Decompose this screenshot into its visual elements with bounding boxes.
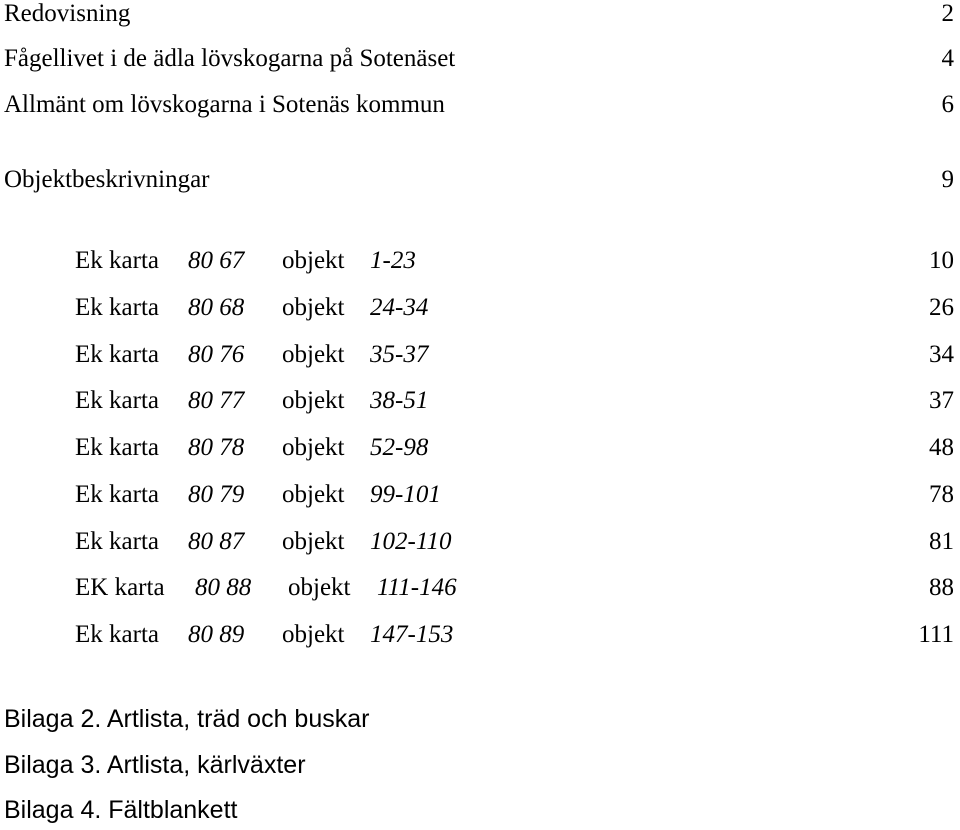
appendix-bilaga-2: Bilaga 2. Artlista, träd och buskar <box>4 705 370 733</box>
toc-entry-page: 111 <box>918 621 954 648</box>
toc-entry-title: Fågellivet i de ädla lövskogarna på Sotenäset <box>4 45 456 72</box>
map-prefix: Ek karta <box>75 387 159 414</box>
object-range: 38-51 <box>370 387 429 414</box>
toc-entry-redovisning <box>4 0 954 31</box>
toc-entry-title: Redovisning <box>4 0 131 27</box>
object-range: 24-34 <box>370 294 429 321</box>
map-prefix: Ek karta <box>75 621 159 648</box>
toc-map-row <box>75 338 954 372</box>
toc-entry-page: 10 <box>929 247 954 274</box>
object-label: objekt <box>282 341 345 368</box>
toc-entry-title: Allmänt om lövskogarna i Sotenäs kommun <box>4 91 445 118</box>
object-range: 1-23 <box>370 247 416 274</box>
object-range: 102-110 <box>370 528 452 555</box>
toc-entry-page: 88 <box>929 574 954 601</box>
toc-map-row <box>75 478 954 512</box>
map-number: 80 88 <box>195 574 252 601</box>
object-label: objekt <box>282 481 345 508</box>
toc-entry-page: 37 <box>929 387 954 414</box>
map-number: 80 87 <box>188 528 245 555</box>
object-label: objekt <box>282 434 345 461</box>
toc-map-row <box>75 525 954 559</box>
toc-entry-page: 48 <box>929 434 954 461</box>
toc-entry-title: Objektbeskrivningar <box>4 166 210 193</box>
toc-entry-page: 2 <box>941 0 954 27</box>
map-number: 80 79 <box>188 481 245 508</box>
toc-map-row <box>75 384 954 418</box>
toc-entry-page: 4 <box>941 45 954 72</box>
toc-map-row <box>75 571 954 605</box>
object-range: 99-101 <box>370 481 441 508</box>
map-prefix: Ek karta <box>75 341 159 368</box>
map-prefix: EK karta <box>75 574 165 601</box>
toc-map-row <box>75 431 954 465</box>
object-label: objekt <box>282 528 345 555</box>
object-range: 111-146 <box>377 574 457 601</box>
map-number: 80 77 <box>188 387 245 414</box>
appendix-bilaga-4: Bilaga 4. Fältblankett <box>4 796 238 824</box>
object-label: objekt <box>288 574 351 601</box>
toc-entry-page: 6 <box>941 91 954 118</box>
map-number: 80 68 <box>188 294 245 321</box>
toc-map-row <box>75 244 954 278</box>
toc-map-row <box>75 291 954 325</box>
map-number: 80 89 <box>188 621 245 648</box>
object-label: objekt <box>282 621 345 648</box>
map-number: 80 78 <box>188 434 245 461</box>
toc-entry-page: 26 <box>929 294 954 321</box>
map-prefix: Ek karta <box>75 481 159 508</box>
map-prefix: Ek karta <box>75 434 159 461</box>
toc-entry-page: 81 <box>929 528 954 555</box>
object-label: objekt <box>282 294 345 321</box>
object-range: 147-153 <box>370 621 454 648</box>
object-label: objekt <box>282 387 345 414</box>
toc-map-row <box>75 618 954 652</box>
toc-entry-page: 34 <box>929 341 954 368</box>
map-prefix: Ek karta <box>75 528 159 555</box>
map-prefix: Ek karta <box>75 247 159 274</box>
toc-entry-page: 9 <box>941 166 954 193</box>
map-number: 80 67 <box>188 247 245 274</box>
object-range: 35-37 <box>370 341 429 368</box>
toc-entry-objektbeskrivningar <box>4 163 954 197</box>
toc-entry-fagellivet <box>4 42 954 76</box>
map-prefix: Ek karta <box>75 294 159 321</box>
map-number: 80 76 <box>188 341 245 368</box>
toc-entry-allmant <box>4 88 954 122</box>
object-range: 52-98 <box>370 434 429 461</box>
object-label: objekt <box>282 247 345 274</box>
appendix-bilaga-3: Bilaga 3. Artlista, kärlväxter <box>4 751 306 779</box>
toc-entry-page: 78 <box>929 481 954 508</box>
